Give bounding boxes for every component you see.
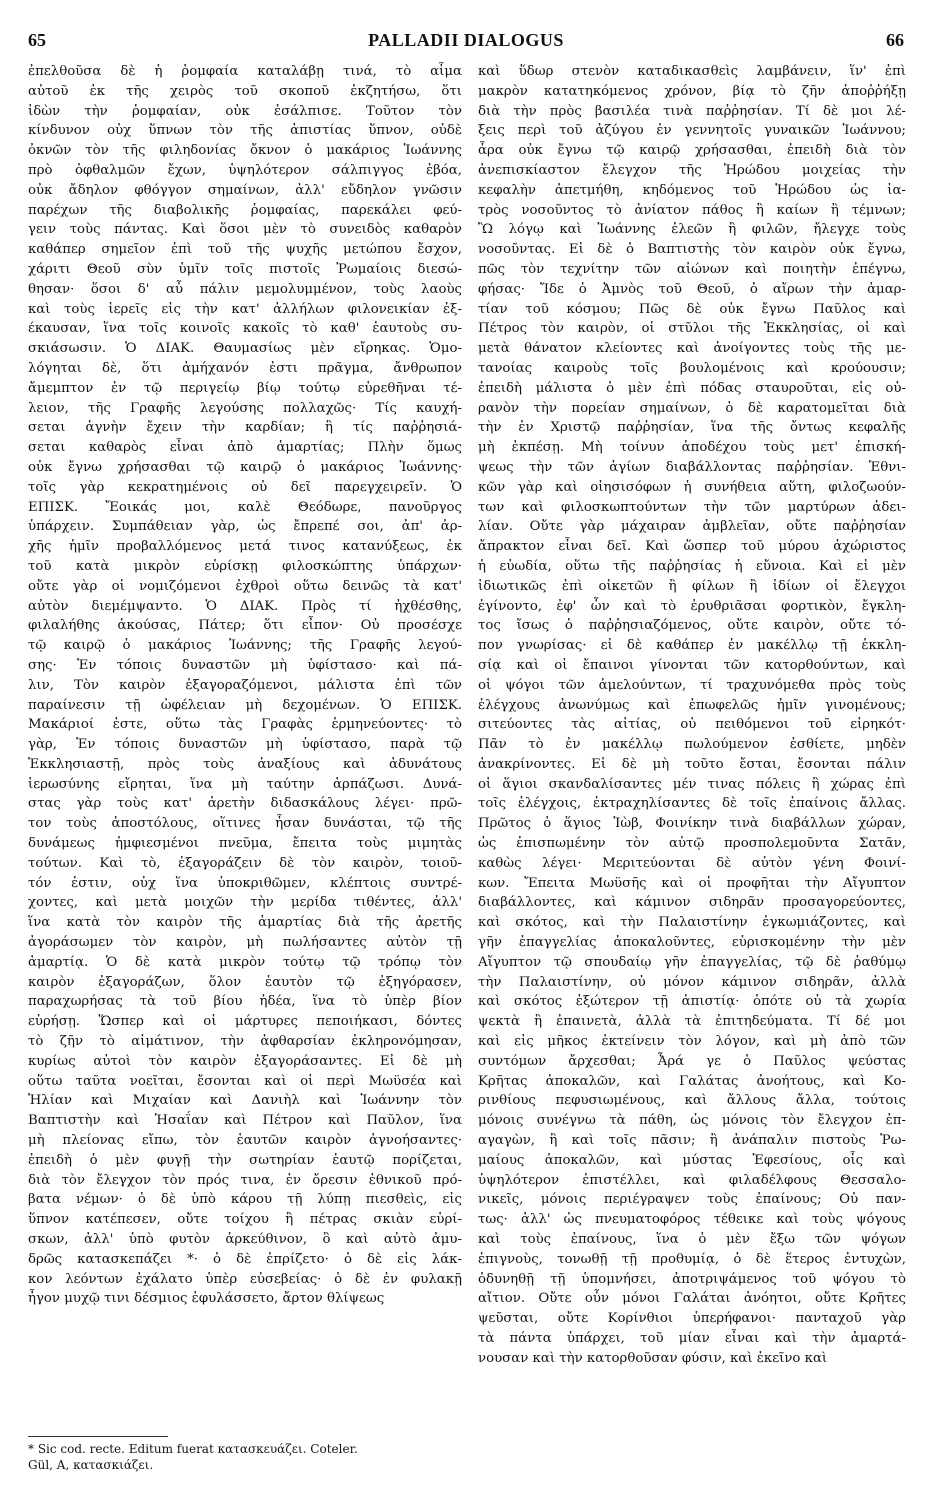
- text-line: Αἴγυπτον τῷ σπουδαίῳ γῆν ἐπαγγελίας, τῷ δὲ ῥαθύμῳ: [478, 954, 906, 970]
- footnote-line: * Sic cod. recte. Editum fuerat κατασκευάζει. Coteler.: [28, 1442, 358, 1456]
- text-line: δυνάμεως ἠμφιεσμένοι πνεῦμα, ἔπειτα τοὺς μιμητὰς: [28, 836, 462, 852]
- text-line: σεται καθαρὸς εἶναι ἀπὸ ἁμαρτίας; Πλὴν ὅμως: [28, 440, 462, 456]
- text-line: παρέχων τῆς διαβολικῆς ῥομφαίας, παρεκάλει φεύ-: [28, 202, 462, 218]
- text-line: γὰρ, Ἐν τόποις δυναστῶν μὴ ὑφίστασο, παρὰ τῷ: [28, 737, 462, 753]
- text-line: χῆς ἡμῖν προβαλλόμενος μετά τινος κατανύξεως, ἐκ: [28, 539, 462, 555]
- text-line: ρανὸν τὴν πορείαν σημαίνων, ὁ δὲ καρατομεῖται διὰ: [478, 400, 906, 416]
- text-line: οὐκ ἄδηλον φθόγγον σημαίνων, ἀλλ' εὔδηλον γνῶσιν: [28, 182, 462, 198]
- text-line: καὶ σκότος, καὶ τὴν Παλαιστίνην ἐγκωμιάζοντες, καὶ: [478, 915, 906, 931]
- text-line: μόνοις συνέγνω τὰ πάθη, ὡς μόνοις τὸν ἔλεγχον ἐπ-: [478, 1113, 906, 1129]
- text-line: ὀκνῶν τὸν τῆς φιληδονίας ὄκνον ὁ μακάριος Ἰωάννης: [28, 143, 462, 159]
- text-line: Βαπτιστὴν καὶ Ἡσαΐαν καὶ Πέτρον καὶ Παῦλον, ἵνα: [28, 1113, 462, 1129]
- text-line: ἀνακρίνοντες. Εἰ δὲ μὴ τοῦτο ἔσται, ἔσονται πάλιν: [478, 756, 906, 772]
- text-line: έκαυσαν, ἵνα τοῖς κοινοῖς κακοῖς τὸ καθ' ἑαυτοὺς συ-: [28, 321, 462, 337]
- text-line: σίᾳ καὶ οἱ ἔπαινοι γίνονται τῶν κατορθούντων, καὶ: [478, 657, 906, 673]
- text-line: ἆρα οὐκ ἔγνω τῷ καιρῷ χρήσασθαι, ἐπειδὴ διὰ τὸν: [478, 143, 906, 159]
- text-line: ἄπρακτον εἶναι δεῖ. Καὶ ὥσπερ τοῦ μύρου ἀχώριστος: [478, 539, 906, 555]
- text-line: ἐλέγχους ἀνωνύμως καὶ ἐπωφελῶς ἡμῖν γινομένους;: [478, 697, 906, 713]
- text-line: πῶς τὸν τεχνίτην τῶν αἰώνων καὶ ποιητὴν ἐπέγνω,: [478, 261, 906, 277]
- text-line: τος ἴσως ὁ παῤῥησιαζόμενος, οὔτε καιρὸν, οὔτε τό-: [478, 618, 906, 634]
- text-line: ὑπάρχειν. Συμπάθειαν γὰρ, ὡς ἔπρεπέ σοι, ἀπ' ἀρ-: [28, 519, 462, 535]
- text-line: τως· ἀλλ' ὡς πνευματοφόρος τέθεικε καὶ τοὺς ψόγους: [478, 1212, 906, 1228]
- text-line: σκιάσωσιν. Ὁ ΔΙΑΚ. Θαυμασίως μὲν εἴρηκας. Ὁμο-: [28, 341, 462, 357]
- text-line: διὰ τὸν ἔλεγχον τὸν πρός τινα, ἐν ὄρεσιν ἐθνικοῦ πρό-: [28, 1172, 462, 1188]
- text-line: κίνδυνον οὐχ ὕπνων τὸν τῆς ἀπιστίας ὕπνον, οὐδὲ: [28, 123, 462, 139]
- text-line: ΕΠΙΣΚ. Ἔοικάς μοι, καλὲ Θεόδωρε, πανοῦργος: [28, 499, 462, 515]
- running-title: PALLADII DIALOGUS: [368, 30, 564, 50]
- text-line: ἰδιωτικῶς ἐπὶ οἰκετῶν ἢ φίλων ἢ ἰδίων οἱ ἔλεγχοι: [478, 578, 906, 594]
- text-line: αἴτιον. Οὔτε οὖν μόνοι Γαλάται ἀνόητοι, οὔτε Κρῆτες: [478, 1291, 906, 1307]
- text-line: ἀνεπισκίαστον ἔλεγχον τῆς Ἡρώδου μοιχείας τὴν: [478, 162, 906, 178]
- text-line: Πρῶτος ὁ ἅγιος Ἰὼβ, Φοινίκην τινὰ διαβάλλων χώραν,: [478, 816, 906, 832]
- text-line: διὰ τὴν πρὸς βασιλέα τινὰ παῤῥησίαν. Τί δὲ μοι λέ-: [478, 103, 906, 119]
- text-line: αγαγὼν, ἢ καὶ τοῖς πᾶσιν; ἢ ἀνάπαλιν πιστοὺς Ῥω-: [478, 1133, 906, 1149]
- text-line: ρινθίους πεφυσιωμένους, καὶ ἄλλους ἄλλα, τούτοις: [478, 1093, 906, 1109]
- text-line: ψεκτὰ ἢ ἐπαινετὰ, ἀλλὰ τὰ ἐπιτηδεύματα. Τί δέ μοι: [478, 1014, 906, 1030]
- running-head: [28, 30, 904, 52]
- text-line: γῆν ἐπαγγελίας ἀποκαλοῦντες, εὑρισκομένην τὴν μὲν: [478, 935, 906, 951]
- text-line: τοῦ κατὰ μικρὸν εὑρίσκῃ φιλοσκώπτης ὑπάρχων·: [28, 558, 462, 574]
- text-line: ἰδὼν τὴν ῥομφαίαν, οὐκ ἐσάλπισε. Τοῦτον τὸν: [28, 103, 462, 119]
- text-line: Ὢ λόγῳ καὶ Ἰωάννης ἐλεῶν ἢ φιλῶν, ἤλεγχε τοὺς: [478, 222, 906, 238]
- text-line: καὶ τοὺς ἱερεῖς εἰς τὴν κατ' ἀλλήλων φιλονεικίαν ἐξ-: [28, 301, 462, 317]
- text-line: καὶ τοὺς ἐπαίνους, ἵνα ὁ μὲν ἔξω τῶν ψόγων: [478, 1232, 906, 1248]
- text-line: τίαν τοῦ κόσμου; Πῶς δὲ οὐκ ἔγνω Παῦλος καὶ: [478, 301, 906, 317]
- text-line: ἁμαρτίᾳ. Ὁ δὲ κατὰ μικρὸν τούτῳ τῷ τρόπῳ τὸν: [28, 954, 462, 970]
- text-line: ἵνα κατὰ τὸν καιρὸν τῆς ἁμαρτίας διὰ τῆς ἀρετῆς: [28, 915, 462, 931]
- text-line: τὰ πάντα ὑπάρχει, τοῦ μίαν εἶναι καὶ τὴν ἁμαρτά-: [478, 1331, 906, 1346]
- text-line: τρὸς νοσοῦντος τὸ ἀνίατον πάθος ἢ καίων ἢ τέμνων;: [478, 202, 906, 218]
- text-line: ψεῦσται, οὔτε Κορίνθιοι ὑπερήφανοι· πανταχοῦ γὰρ: [478, 1311, 906, 1327]
- text-line: κυρίως αὐτοὶ τὸν καιρὸν ἐξαγοράσαντες. Εἰ δὲ μὴ: [28, 1053, 462, 1069]
- text-line: αὐτὸν διεμέμψαντο. Ὁ ΔΙΑΚ. Πρὸς τί ἠχθέσθης,: [28, 598, 462, 614]
- text-line: Πᾶν τὸ ἐν μακέλλῳ πωλούμενον ἐσθίετε, μηδὲν: [478, 737, 906, 753]
- text-line: κον λεόντων ἐχάλατο ὑπὲρ εὐσεβείας· ὁ δὲ ἐν φυλακῇ: [28, 1271, 462, 1287]
- text-line: ξεις περὶ τοῦ ἀζύγου ἐν γεννητοῖς γυναικῶν Ἰωάννου;: [478, 123, 906, 139]
- text-line: διαβάλλοντες, καὶ κάμινον σιδηρᾶν προσαγορεύοντες,: [478, 895, 906, 911]
- text-line: ἡ εὐωδία, οὕτω τῆς παῤῥησίας ἡ εὔνοια. Καὶ εἰ μὲν: [478, 558, 906, 574]
- text-line: ἐπιγνοὺς, τονωθῇ τῇ προθυμίᾳ, ὁ δὲ ἕτερος ἐντυχὼν,: [478, 1251, 906, 1267]
- text-line: νοσοῦντας. Εἰ δὲ ὁ Βαπτιστὴς τὸν καιρὸν οὐκ ἔγνω,: [478, 242, 906, 258]
- text-line: σκων, ἀλλ' ὑπὸ φυτὸν ἀρκεύθινον, ὃ καὶ αὐτὸ ἀμυ-: [28, 1232, 462, 1248]
- text-line: σιτεύοντες τὰς αἰτίας, οὐ πειθόμενοι τοῦ εἰρηκότ·: [478, 717, 906, 733]
- text-line: καὶ σκότος ἐξώτερον τῇ ἀπιστίᾳ· ὁπότε οὐ τὰ χωρία: [478, 994, 906, 1010]
- text-line: οἱ ψόγοι τῶν ἀμελούντων, τί τραχυνόμεθα πρὸς τοὺς: [478, 677, 906, 693]
- text-line: καὶ εἰς μῆκος ἐκτείνειν τὸν λόγον, καὶ μὴ ἀπὸ τῶν: [478, 1034, 906, 1050]
- text-line: παραχωρήσας τὰ τοῦ βίου ἡδέα, ἵνα τὸ ὑπὲρ βίον: [28, 994, 462, 1010]
- text-line: ἄμεμπτον ἐν τῷ περιγείῳ βίῳ τούτῳ εὑρεθῆναι τέ-: [28, 380, 462, 396]
- text-line: Μακάριοί ἐστε, οὕτω τὰς Γραφὰς ἑρμηνεύοντες· τὸ: [28, 717, 462, 733]
- text-line: βατα νέμων· ὁ δὲ ὑπὸ κάρου τῇ λύπῃ πιεσθεὶς, εἰς: [28, 1192, 462, 1208]
- text-line: εὑρήσῃ. Ὥσπερ καὶ οἱ μάρτυρες πεποιήκασι, δόντες: [28, 1014, 462, 1030]
- text-line: φιλαλήθης ἀκούσας, Πάτερ; ὅτι εἶπον· Οὐ προσέσχε: [28, 618, 462, 634]
- text-line: νουσαν καὶ τὴν κατορθοῦσαν φύσιν, καὶ ἐκεῖνο καὶ: [478, 1350, 828, 1366]
- text-line: τοῖς ἐλέγχοις, ἐκτραχηλίσαντες δὲ τοῖς ἐπαίνοις ἄλλας.: [478, 796, 906, 812]
- text-line: δρῶς κατασκεπάζει *· ὁ δὲ ἐπρίζετο· ὁ δὲ εἰς λάκ-: [28, 1251, 462, 1267]
- text-line: ἦγον μυχῷ τινι δέσμιος ἐφυλάσσετο, ἄρτον θλίψεως: [28, 1291, 385, 1307]
- text-line: ἐπελθοῦσα δὲ ἡ ῥομφαία καταλάβῃ τινά, τὸ αἷμα: [28, 64, 462, 79]
- text-line: πρὸ ὀφθαλμῶν ἔχων, ὑψηλότερον σάλπιγγος ἐβόα,: [28, 162, 462, 178]
- text-line: Ἠλίαν καὶ Μιχαίαν καὶ Δανιὴλ καὶ Ἰωάννην τὸν: [28, 1093, 462, 1109]
- left-text-column: [28, 62, 462, 1432]
- text-line: οὔτε γὰρ οἱ νομιζόμενοι ἐχθροὶ οὕτω δεινῶς τὰ κατ': [28, 578, 462, 594]
- text-line: καθὼς λέγει· Μεριτεύονται δὲ αὐτὸν γένη Φοινί-: [478, 855, 906, 871]
- text-line: ἐπειδὴ μάλιστα ὁ μὲν ἐπὶ πόδας σταυροῦται, εἰς οὐ-: [478, 380, 906, 396]
- text-line: πον γνωρίσας· εἰ δὲ καθάπερ ἐν μακέλλῳ τῇ ἐκκλη-: [478, 638, 906, 654]
- text-line: ὑψηλότερον ἐπιστέλλει, καὶ φιλαδέλφους Θεσσαλο-: [478, 1172, 906, 1188]
- text-line: ἐγίνοντο, ἐφ' ὧν καὶ τὸ ἐρυθριᾶσαι φορτικὸν, ἔγκλη-: [478, 598, 906, 614]
- text-line: τὴν Παλαιστίνην, οὐ μόνον κάμινον σιδηρᾶν, ἀλλὰ: [478, 974, 906, 990]
- text-line: ὡς ἐπισπωμένην τὸν αὐτῷ προσπολεμοῦντα Σατᾶν,: [478, 836, 906, 852]
- text-line: στας γὰρ τοὺς κατ' ἀρετὴν διδασκάλους λέγει· πρῶ-: [28, 796, 462, 812]
- text-line: κῶν γὰρ καὶ οἰησισόφων ἡ συνήθεια αὕτη, φιλοζωούν-: [478, 479, 906, 495]
- text-line: ἱερωσύνης εἴρηται, ἵνα μὴ ταύτην ἁρπάζωσι. Δυνά-: [28, 776, 462, 792]
- text-line: τῷ καιρῷ ὁ μακάριος Ἰωάννης; τῆς Γραφῆς λεγού-: [28, 638, 462, 654]
- text-line: οὐκ ἔγνω χρήσασθαι τῷ καιρῷ ὁ μακάριος Ἰωάννης·: [28, 459, 462, 475]
- text-line: ψεως τὴν τῶν ἁγίων διαβάλλοντας παῤῥησίαν. Ἐθνι-: [478, 459, 906, 475]
- text-line: χοντες, καὶ μετὰ μοιχῶν τὴν μερίδα τιθέντες, ἀλλ': [28, 895, 462, 911]
- text-line: σεται ἁγνὴν ἔχειν τὴν καρδίαν; ἢ τίς παῤῥησιά-: [28, 420, 462, 436]
- text-line: λόγηται δὲ, ὅτι ἀμήχανόν ἐστι πρᾶγμα, ἄνθρωπον: [28, 360, 462, 376]
- text-line: Κρῆτας ἀποκαλῶν, καὶ Γαλάτας ἀνοήτους, καὶ Κο-: [478, 1073, 906, 1089]
- text-line: γειν τοὺς πάντας. Καὶ ὅσοι μὲν τὸ συνειδὸς καθαρὸν: [28, 222, 462, 238]
- text-line: κων. Ἔπειτα Μωϋσῆς καὶ οἱ προφῆται τὴν Αἴγυπτον: [478, 875, 906, 891]
- text-line: τανοίας καιροὺς τοῖς βουλομένοις καὶ κρούουσιν;: [478, 360, 906, 376]
- text-line: μαίους ἀποκαλῶν, καὶ μύστας Ἐφεσίους, οἷς καὶ: [478, 1152, 906, 1168]
- text-line: οἱ ἅγιοι σκανδαλίσαντες μέν τινας πόλεις ἢ χώρας ἐπὶ: [478, 776, 906, 792]
- text-line: κεφαλὴν ἀπετμήθη, κηδόμενος τοῦ Ἡρώδου ὡς ἰα-: [478, 182, 906, 198]
- text-line: σης· Ἐν τόποις δυναστῶν μὴ ὑφίστασο· καὶ πά-: [28, 657, 462, 673]
- text-line: νικεῖς, μόνοις περιέγραψεν τοὺς ἐπαίνους; Οὐ παν-: [478, 1192, 906, 1208]
- right-text-column: [478, 62, 906, 1432]
- text-line: τόν ἐστιν, οὐχ ἵνα ὑποκριθῶμεν, κλέπτοις συντρέ-: [28, 875, 462, 891]
- text-line: μακρὸν κατατηκόμενος χρόνον, βίᾳ τὸ ζῆν ἀποῤῥήξῃ: [478, 83, 906, 99]
- text-line: τὴν ἐν Χριστῷ παῤῥησίαν, ἵνα τῆς ὄντως κεφαλῆς: [478, 420, 906, 436]
- footnote: [28, 1441, 458, 1473]
- text-line: τούτων. Καὶ τὸ, ἐξαγοράζειν δὲ τὸν καιρὸν, τοιοῦ-: [28, 855, 462, 871]
- text-line: τὸ ζῆν τὸ αἱμάτινον, τὴν ἀφθαρσίαν ἐκληρονόμησαν,: [28, 1034, 462, 1050]
- text-line: καὶ ὕδωρ στενὸν καταδικασθεὶς λαμβάνειν, ἵν' ἐπὶ: [478, 64, 906, 79]
- text-line: μετὰ θάνατον κλείοντες καὶ ἀνοίγοντες τοὺς τῆς με-: [478, 341, 906, 357]
- text-line: λειον, τῆς Γραφῆς λεγούσης πολλαχῶς· Τίς καυχή-: [28, 400, 462, 416]
- text-line: μὴ πλείονας εἴπω, τὸν ἑαυτῶν καιρὸν ἀγνοήσαντες·: [28, 1133, 462, 1149]
- text-line: ὕπνον κατέπεσεν, οὔτε τοίχου ἢ πέτρας σκιὰν εὑρί-: [28, 1212, 462, 1228]
- text-line: τον τοὺς ἀποστόλους, οἵτινες ἦσαν δυνάσται, τῷ τῆς: [28, 816, 462, 832]
- text-line: καιρὸν ἐξαγοράζων, ὅλον ἑαυτὸν τῷ ἐξηγόρασεν,: [28, 974, 462, 990]
- text-line: μὴ ἐκπέσῃ. Μὴ τοίνυν ἀποδέχου τοὺς μετ' ἐπισκή-: [478, 440, 906, 456]
- text-line: ἀγοράσωμεν τὸν καιρὸν, μὴ πωλήσαντες αὐτὸν τῇ: [28, 935, 462, 951]
- text-line: καθάπερ σημεῖον ἐπὶ τοῦ τῆς ψυχῆς μετώπου ἔσχον,: [28, 242, 462, 258]
- text-line: Πέτρος τὸν καιρὸν, οἱ στῦλοι τῆς Ἐκκλησίας, οἱ καὶ: [478, 321, 906, 337]
- footnote-line: Gül, A, κατασκιάζει.: [28, 1458, 154, 1472]
- footnote-divider: [28, 1436, 168, 1437]
- text-line: οὕτω ταῦτα νοεῖται, ἔσονται καὶ οἱ περὶ Μωϋσέα καὶ: [28, 1073, 462, 1089]
- text-line: Ἐκκλησιαστῇ, πρὸς τοὺς ἀναξίους καὶ ἀδυνάτους: [28, 756, 462, 772]
- text-line: θησαν· ὅσοι δ' αὖ πάλιν μεμολυμμένον, τοὺς λαοὺς: [28, 281, 462, 297]
- page-number-left: 65: [28, 30, 46, 50]
- text-line: λιν, Τὸν καιρὸν ἐξαγοραζόμενοι, μάλιστα ἐπὶ τῶν: [28, 677, 462, 693]
- text-line: αὐτοῦ ἐκ τῆς χειρὸς τοῦ σκοποῦ ἐκζητήσω, ὅτι: [28, 83, 462, 99]
- text-line: των καὶ φιλοσκωπτούντων τὴν τῶν μαρτύρων ἀδει-: [478, 499, 906, 515]
- text-line: φήσας· Ἴδε ὁ Ἀμνὸς τοῦ Θεοῦ, ὁ αἴρων τὴν ἁμαρ-: [478, 281, 906, 297]
- text-line: παραίνεσιν τῇ ὠφέλειαν μὴ δεχομένων. Ὁ ΕΠΙΣΚ.: [28, 697, 462, 713]
- page-number-right: 66: [886, 30, 904, 50]
- text-line: λίαν. Οὔτε γὰρ μάχαιραν ἀμβλεῖαν, οὔτε παῤῥησίαν: [478, 519, 906, 535]
- text-line: χάριτι Θεοῦ σὺν ὑμῖν τοῖς πιστοῖς Ῥωμαίοις διεσώ-: [28, 261, 462, 277]
- text-line: τοῖς γὰρ κεκρατημένοις οὐ δεῖ παρεγχειρεῖν. Ὁ: [28, 479, 462, 495]
- text-line: ὀδυνηθῇ τῇ ὑπομνήσει, ἀποτριψάμενος τοῦ ψόγου τὸ: [478, 1271, 906, 1287]
- text-line: ἐπειδὴ ὁ μὲν φυγῇ τὴν σωτηρίαν ἑαυτῷ πορίζεται,: [28, 1152, 462, 1168]
- text-line: συντόμων ἄρχεσθαι; Ἆρά γε ὁ Παῦλος ψεύστας: [478, 1053, 906, 1069]
